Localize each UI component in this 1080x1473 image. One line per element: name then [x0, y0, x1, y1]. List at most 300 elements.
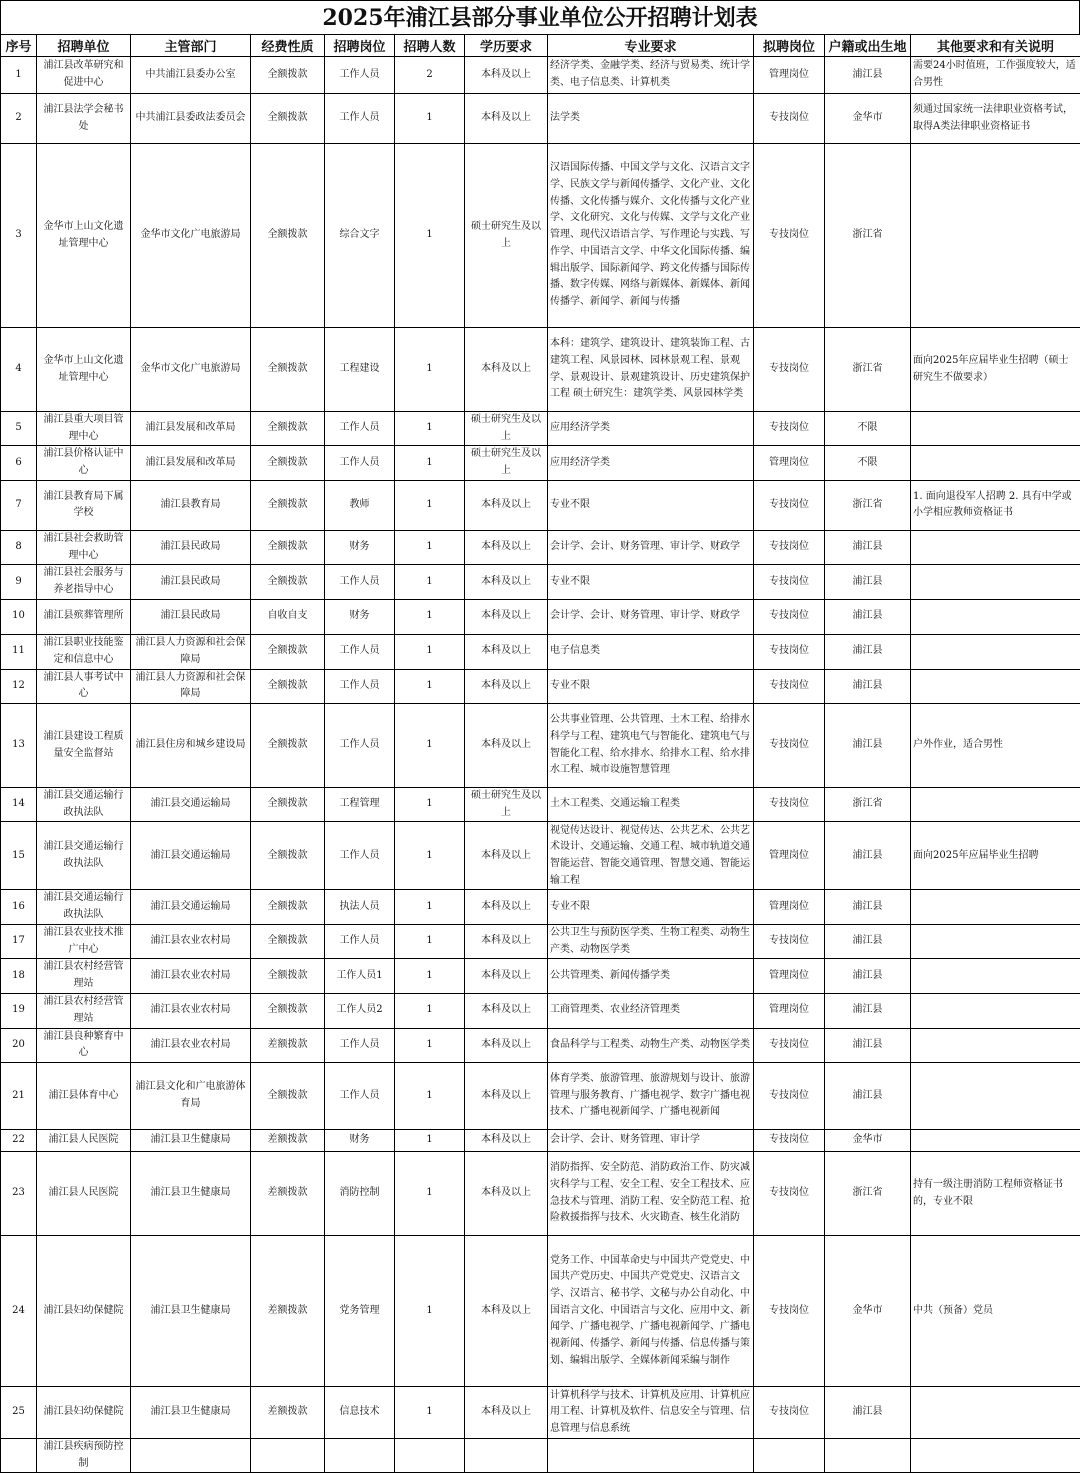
cell-fund: 全额拨款	[251, 704, 325, 788]
cell-ptype: 专技岗位	[754, 565, 825, 599]
cell-unit: 浦江县妇幼保健院	[37, 1387, 131, 1439]
cell-no	[1, 1439, 37, 1473]
cell-post: 工作人员	[325, 565, 395, 599]
cell-post: 工作人员	[325, 634, 395, 669]
cell-post: 工作人员	[325, 94, 395, 144]
recruitment-table	[0, 34, 1080, 1473]
cell-ptype: 专技岗位	[754, 480, 825, 530]
col-header-fund: 经费性质	[251, 35, 325, 57]
cell-ptype: 管理岗位	[754, 57, 825, 94]
cell-no: 10	[1, 599, 37, 634]
cell-fund: 全额拨款	[251, 993, 325, 1028]
table-header-row	[1, 35, 1080, 57]
cell-ptype: 专技岗位	[754, 634, 825, 669]
cell-origin: 浦江县	[825, 669, 911, 703]
col-header-num: 招聘人数	[395, 35, 465, 57]
cell-no: 9	[1, 565, 37, 599]
cell-ptype: 管理岗位	[754, 959, 825, 993]
cell-num: 1	[395, 328, 465, 412]
cell-edu: 本科及以上	[465, 1236, 548, 1387]
cell-major: 专业不限	[548, 890, 754, 924]
cell-no: 20	[1, 1028, 37, 1062]
cell-unit: 浦江县体育中心	[37, 1063, 131, 1130]
cell-fund: 全额拨款	[251, 634, 325, 669]
cell-no: 5	[1, 412, 37, 446]
cell-origin: 浦江县	[825, 959, 911, 993]
cell-fund: 全额拨款	[251, 924, 325, 958]
cell-no: 6	[1, 446, 37, 480]
cell-unit: 浦江县价格认证中心	[37, 446, 131, 480]
col-header-ptype: 拟聘岗位	[754, 35, 825, 57]
cell-unit: 浦江县妇幼保健院	[37, 1236, 131, 1387]
cell-fund: 全额拨款	[251, 1063, 325, 1130]
cell-dept: 浦江县农业农村局	[131, 1028, 251, 1062]
cell-dept: 浦江县卫生健康局	[131, 1130, 251, 1152]
table-row	[1, 144, 1080, 328]
table-row	[1, 822, 1080, 890]
cell-num: 1	[395, 1236, 465, 1387]
cell-post: 工作人员	[325, 1028, 395, 1062]
cell-unit: 浦江县人民医院	[37, 1130, 131, 1152]
cell-post: 消防控制	[325, 1152, 395, 1236]
cell-fund: 差额拨款	[251, 1387, 325, 1439]
cell-notes	[911, 788, 1080, 822]
cell-notes	[911, 1130, 1080, 1152]
cell-num: 1	[395, 634, 465, 669]
cell-post: 工作人员	[325, 669, 395, 703]
cell-fund: 全额拨款	[251, 565, 325, 599]
cell-edu: 硕士研究生及以上	[465, 788, 548, 822]
cell-post: 执法人员	[325, 890, 395, 924]
cell-fund: 全额拨款	[251, 94, 325, 144]
cell-ptype: 管理岗位	[754, 890, 825, 924]
table-row	[1, 1439, 1080, 1473]
cell-edu: 本科及以上	[465, 1387, 548, 1439]
cell-edu: 本科及以上	[465, 599, 548, 634]
cell-no: 24	[1, 1236, 37, 1387]
table-row	[1, 669, 1080, 703]
page-title: 2025年浦江县部分事业单位公开招聘计划表	[0, 0, 1080, 34]
cell-unit: 浦江县农业技术推广中心	[37, 924, 131, 958]
cell-dept: 浦江县民政局	[131, 530, 251, 564]
cell-no: 17	[1, 924, 37, 958]
table-row	[1, 328, 1080, 412]
cell-origin: 浙江省	[825, 788, 911, 822]
table-row	[1, 890, 1080, 924]
cell-ptype: 专技岗位	[754, 328, 825, 412]
cell-num: 1	[395, 144, 465, 328]
cell-post: 工作人员2	[325, 993, 395, 1028]
cell-major: 公共卫生与预防医学类、生物工程类、动物生产类、动物医学类	[548, 924, 754, 958]
cell-origin: 浦江县	[825, 1063, 911, 1130]
col-header-notes: 其他要求和有关说明	[911, 35, 1080, 57]
cell-notes	[911, 924, 1080, 958]
cell-unit: 浦江县农村经营管理站	[37, 993, 131, 1028]
cell-edu: 本科及以上	[465, 959, 548, 993]
cell-origin: 不限	[825, 446, 911, 480]
cell-num: 1	[395, 669, 465, 703]
table-row	[1, 1028, 1080, 1062]
cell-ptype: 专技岗位	[754, 599, 825, 634]
cell-origin: 浦江县	[825, 704, 911, 788]
cell-dept: 浦江县人力资源和社会保障局	[131, 669, 251, 703]
cell-unit: 浦江县改革研究和促进中心	[37, 57, 131, 94]
col-header-origin: 户籍或出生地	[825, 35, 911, 57]
cell-ptype: 专技岗位	[754, 924, 825, 958]
cell-major: 汉语国际传播、中国文学与文化、汉语言文字学、民族文学与新闻传播学、文化产业、文化传播、文化传播与媒介、文化传播与文化产业学、文化研究、文化与传媒、文学与文化产业管理、现代汉语语言学、写作理论与实践、写作学、中国语言文学、中华文化国际传播、编辑出版学、国际新闻学、跨文化传播与国际传播、数字传媒、网络与新媒体、新媒体、新闻传播学、新闻学、新闻与传播	[548, 144, 754, 328]
cell-fund: 全额拨款	[251, 446, 325, 480]
cell-num: 1	[395, 94, 465, 144]
cell-major: 党务工作、中国革命史与中国共产党党史、中国共产党历史、中国共产党党史、汉语言文学、汉语言、秘书学、文秘与办公自动化、中国语言文化、中国语言与文化、应用中文、新闻学、广播电视学、广播电视新闻学、广播电视新闻、传播学、新闻与传播、信息传播与策划、编辑出版学、全媒体新闻采编与制作	[548, 1236, 754, 1387]
cell-post: 工作人员	[325, 924, 395, 958]
cell-fund: 全额拨款	[251, 788, 325, 822]
cell-num: 1	[395, 704, 465, 788]
cell-major: 食品科学与工程类、动物生产类、动物医学类	[548, 1028, 754, 1062]
cell-origin: 浦江县	[825, 890, 911, 924]
cell-notes	[911, 1028, 1080, 1062]
cell-unit: 浦江县重大项目管理中心	[37, 412, 131, 446]
cell-fund: 全额拨款	[251, 890, 325, 924]
cell-origin: 浦江县	[825, 924, 911, 958]
table-row	[1, 704, 1080, 788]
cell-no: 8	[1, 530, 37, 564]
cell-edu: 本科及以上	[465, 530, 548, 564]
cell-origin: 浦江县	[825, 599, 911, 634]
cell-fund	[251, 1439, 325, 1473]
cell-edu: 本科及以上	[465, 1028, 548, 1062]
cell-post: 工作人员1	[325, 959, 395, 993]
cell-major: 消防指挥、安全防范、消防政治工作、防灾减灾科学与工程、安全工程、安全工程技术、应急技术与管理、消防工程、安全防范工程、抢险救援指挥与技术、火灾勘查、核生化消防	[548, 1152, 754, 1236]
cell-no: 13	[1, 704, 37, 788]
cell-dept: 中共浦江县委办公室	[131, 57, 251, 94]
cell-fund: 全额拨款	[251, 412, 325, 446]
cell-no: 18	[1, 959, 37, 993]
cell-edu: 本科及以上	[465, 480, 548, 530]
cell-dept: 浦江县卫生健康局	[131, 1236, 251, 1387]
cell-post: 工作人员	[325, 412, 395, 446]
cell-ptype: 专技岗位	[754, 144, 825, 328]
table-row	[1, 1063, 1080, 1130]
cell-major: 体育学类、旅游管理、旅游规划与设计、旅游管理与服务教育、广播电视学、数字广播电视技术、广播电视新闻学、广播电视新闻	[548, 1063, 754, 1130]
cell-no: 1	[1, 57, 37, 94]
col-header-post: 招聘岗位	[325, 35, 395, 57]
col-header-dept: 主管部门	[131, 35, 251, 57]
cell-edu: 本科及以上	[465, 993, 548, 1028]
cell-notes	[911, 959, 1080, 993]
cell-num: 1	[395, 788, 465, 822]
cell-ptype: 专技岗位	[754, 788, 825, 822]
cell-origin: 金华市	[825, 1236, 911, 1387]
cell-post: 财务	[325, 599, 395, 634]
cell-notes: 面向2025年应届毕业生招聘	[911, 822, 1080, 890]
cell-post: 工程建设	[325, 328, 395, 412]
cell-edu: 本科及以上	[465, 924, 548, 958]
cell-unit: 浦江县社会救助管理中心	[37, 530, 131, 564]
cell-major: 公共事业管理、公共管理、土木工程、给排水科学与工程、建筑电气与智能化、建筑电气与智能化工程、给水排水、给排水工程、给水排水工程、城市设施智慧管理	[548, 704, 754, 788]
cell-notes: 面向2025年应届毕业生招聘（硕士研究生不做要求）	[911, 328, 1080, 412]
cell-notes	[911, 1387, 1080, 1439]
cell-dept: 浦江县交通运输局	[131, 788, 251, 822]
cell-num: 1	[395, 446, 465, 480]
cell-fund: 差额拨款	[251, 1130, 325, 1152]
cell-no: 22	[1, 1130, 37, 1152]
cell-ptype	[754, 1439, 825, 1473]
cell-notes	[911, 1439, 1080, 1473]
cell-origin: 浦江县	[825, 530, 911, 564]
cell-edu: 本科及以上	[465, 57, 548, 94]
cell-unit: 浦江县良种繁育中心	[37, 1028, 131, 1062]
cell-origin: 浦江县	[825, 1028, 911, 1062]
cell-dept: 浦江县交通运输局	[131, 822, 251, 890]
cell-post: 综合文字	[325, 144, 395, 328]
cell-major: 土木工程类、交通运输工程类	[548, 788, 754, 822]
cell-unit: 浦江县人事考试中心	[37, 669, 131, 703]
cell-notes	[911, 446, 1080, 480]
cell-post: 工作人员	[325, 1063, 395, 1130]
cell-edu	[465, 1439, 548, 1473]
cell-no: 12	[1, 669, 37, 703]
cell-unit: 浦江县交通运输行政执法队	[37, 822, 131, 890]
cell-edu: 本科及以上	[465, 328, 548, 412]
cell-major: 计算机科学与技术、计算机及应用、计算机应用工程、计算机及软件、信息安全与管理、信息管理与信息系统	[548, 1387, 754, 1439]
cell-unit: 浦江县教育局下属学校	[37, 480, 131, 530]
cell-num: 1	[395, 599, 465, 634]
cell-post: 信息技术	[325, 1387, 395, 1439]
cell-dept: 浦江县卫生健康局	[131, 1152, 251, 1236]
cell-edu: 硕士研究生及以上	[465, 412, 548, 446]
cell-dept: 浦江县文化和广电旅游体育局	[131, 1063, 251, 1130]
cell-post: 财务	[325, 530, 395, 564]
cell-dept: 浦江县教育局	[131, 480, 251, 530]
cell-ptype: 专技岗位	[754, 412, 825, 446]
cell-dept: 浦江县卫生健康局	[131, 1387, 251, 1439]
cell-num: 1	[395, 993, 465, 1028]
cell-post: 党务管理	[325, 1236, 395, 1387]
cell-dept: 金华市文化广电旅游局	[131, 144, 251, 328]
cell-notes	[911, 993, 1080, 1028]
cell-dept: 中共浦江县委政法委员会	[131, 94, 251, 144]
cell-ptype: 专技岗位	[754, 669, 825, 703]
cell-fund: 全额拨款	[251, 328, 325, 412]
cell-origin: 浙江省	[825, 328, 911, 412]
cell-edu: 本科及以上	[465, 822, 548, 890]
cell-num: 1	[395, 890, 465, 924]
cell-no: 25	[1, 1387, 37, 1439]
table-row	[1, 634, 1080, 669]
cell-post: 工作人员	[325, 704, 395, 788]
col-header-no: 序号	[1, 35, 37, 57]
table-row	[1, 788, 1080, 822]
cell-notes	[911, 412, 1080, 446]
table-row	[1, 1130, 1080, 1152]
cell-num: 1	[395, 1063, 465, 1130]
cell-dept: 浦江县发展和改革局	[131, 446, 251, 480]
table-row	[1, 924, 1080, 958]
cell-major: 经济学类、金融学类、经济与贸易类、统计学类、电子信息类、计算机类	[548, 57, 754, 94]
cell-unit: 浦江县社会服务与养老指导中心	[37, 565, 131, 599]
cell-dept: 浦江县农业农村局	[131, 959, 251, 993]
cell-no: 11	[1, 634, 37, 669]
cell-no: 14	[1, 788, 37, 822]
table-row	[1, 599, 1080, 634]
cell-edu: 本科及以上	[465, 1063, 548, 1130]
cell-dept: 浦江县人力资源和社会保障局	[131, 634, 251, 669]
cell-fund: 全额拨款	[251, 480, 325, 530]
cell-notes	[911, 634, 1080, 669]
cell-major: 法学类	[548, 94, 754, 144]
cell-dept: 浦江县住房和城乡建设局	[131, 704, 251, 788]
cell-edu: 本科及以上	[465, 890, 548, 924]
cell-dept: 浦江县农业农村局	[131, 924, 251, 958]
cell-ptype: 专技岗位	[754, 530, 825, 564]
cell-post: 工作人员	[325, 446, 395, 480]
col-header-major: 专业要求	[548, 35, 754, 57]
cell-post: 教师	[325, 480, 395, 530]
cell-dept: 金华市文化广电旅游局	[131, 328, 251, 412]
cell-ptype: 专技岗位	[754, 1063, 825, 1130]
cell-no: 7	[1, 480, 37, 530]
cell-post	[325, 1439, 395, 1473]
cell-ptype: 管理岗位	[754, 446, 825, 480]
cell-major: 专业不限	[548, 669, 754, 703]
cell-edu: 本科及以上	[465, 565, 548, 599]
cell-fund: 全额拨款	[251, 669, 325, 703]
cell-edu: 本科及以上	[465, 1152, 548, 1236]
cell-notes: 需要24小时值班，工作强度较大，适合男性	[911, 57, 1080, 94]
cell-origin: 浦江县	[825, 565, 911, 599]
cell-ptype: 专技岗位	[754, 94, 825, 144]
cell-no: 23	[1, 1152, 37, 1236]
cell-edu: 本科及以上	[465, 94, 548, 144]
cell-ptype: 专技岗位	[754, 1236, 825, 1387]
cell-post: 工程管理	[325, 788, 395, 822]
cell-major: 电子信息类	[548, 634, 754, 669]
cell-num: 1	[395, 530, 465, 564]
cell-origin: 浦江县	[825, 634, 911, 669]
cell-unit: 浦江县人民医院	[37, 1152, 131, 1236]
cell-ptype: 专技岗位	[754, 704, 825, 788]
cell-dept	[131, 1439, 251, 1473]
cell-num: 2	[395, 57, 465, 94]
table-row	[1, 1236, 1080, 1387]
cell-ptype: 专技岗位	[754, 1387, 825, 1439]
cell-dept: 浦江县交通运输局	[131, 890, 251, 924]
cell-origin: 浦江县	[825, 822, 911, 890]
cell-notes	[911, 144, 1080, 328]
cell-edu: 本科及以上	[465, 704, 548, 788]
cell-notes	[911, 890, 1080, 924]
table-row	[1, 480, 1080, 530]
cell-origin	[825, 1439, 911, 1473]
cell-notes: 中共（预备）党员	[911, 1236, 1080, 1387]
cell-dept: 浦江县民政局	[131, 599, 251, 634]
table-row	[1, 1152, 1080, 1236]
cell-edu: 本科及以上	[465, 669, 548, 703]
cell-num: 1	[395, 1028, 465, 1062]
cell-unit: 浦江县交通运输行政执法队	[37, 788, 131, 822]
cell-major: 会计学、会计、财务管理、审计学、财政学	[548, 599, 754, 634]
cell-unit: 金华市上山文化遗址管理中心	[37, 144, 131, 328]
cell-num: 1	[395, 924, 465, 958]
cell-no: 21	[1, 1063, 37, 1130]
table-row	[1, 959, 1080, 993]
cell-ptype: 管理岗位	[754, 993, 825, 1028]
table-row	[1, 993, 1080, 1028]
cell-fund: 差额拨款	[251, 1028, 325, 1062]
cell-num: 1	[395, 1387, 465, 1439]
cell-no: 19	[1, 993, 37, 1028]
table-body	[1, 57, 1080, 1473]
cell-post: 工作人员	[325, 822, 395, 890]
cell-no: 2	[1, 94, 37, 144]
cell-unit: 浦江县职业技能鉴定和信息中心	[37, 634, 131, 669]
cell-no: 16	[1, 890, 37, 924]
cell-origin: 浦江县	[825, 57, 911, 94]
cell-origin: 浙江省	[825, 1152, 911, 1236]
cell-origin: 金华市	[825, 94, 911, 144]
cell-fund: 全额拨款	[251, 144, 325, 328]
cell-unit: 浦江县交通运输行政执法队	[37, 890, 131, 924]
cell-major: 专业不限	[548, 480, 754, 530]
cell-edu: 本科及以上	[465, 634, 548, 669]
table-row	[1, 94, 1080, 144]
cell-fund: 全额拨款	[251, 822, 325, 890]
cell-num: 1	[395, 1130, 465, 1152]
cell-major: 应用经济学类	[548, 412, 754, 446]
cell-fund: 全额拨款	[251, 530, 325, 564]
cell-notes: 1. 面向退役军人招聘 2. 具有中学或小学相应教师资格证书	[911, 480, 1080, 530]
cell-unit: 浦江县法学会秘书处	[37, 94, 131, 144]
cell-no: 15	[1, 822, 37, 890]
cell-num: 1	[395, 1152, 465, 1236]
cell-major: 会计学、会计、财务管理、审计学	[548, 1130, 754, 1152]
cell-major: 会计学、会计、财务管理、审计学、财政学	[548, 530, 754, 564]
cell-major: 应用经济学类	[548, 446, 754, 480]
cell-no: 4	[1, 328, 37, 412]
col-header-unit: 招聘单位	[37, 35, 131, 57]
table-row	[1, 57, 1080, 94]
cell-major	[548, 1439, 754, 1473]
cell-notes	[911, 669, 1080, 703]
cell-num: 1	[395, 959, 465, 993]
cell-origin: 不限	[825, 412, 911, 446]
cell-edu: 本科及以上	[465, 1130, 548, 1152]
cell-dept: 浦江县民政局	[131, 565, 251, 599]
cell-origin: 金华市	[825, 1130, 911, 1152]
cell-edu: 硕士研究生及以上	[465, 144, 548, 328]
cell-origin: 浙江省	[825, 144, 911, 328]
cell-post: 财务	[325, 1130, 395, 1152]
table-row	[1, 530, 1080, 564]
cell-num	[395, 1439, 465, 1473]
cell-unit: 浦江县农村经营管理站	[37, 959, 131, 993]
cell-fund: 自收自支	[251, 599, 325, 634]
cell-notes	[911, 530, 1080, 564]
cell-major: 本科：建筑学、建筑设计、建筑装饰工程、古建筑工程、风景园林、园林景观工程、景观学、景观设计、景观建筑设计、历史建筑保护工程 硕士研究生：建筑学类、风景园林学类	[548, 328, 754, 412]
cell-origin: 浙江省	[825, 480, 911, 530]
cell-fund: 全额拨款	[251, 57, 325, 94]
cell-origin: 浦江县	[825, 1387, 911, 1439]
cell-num: 1	[395, 412, 465, 446]
cell-ptype: 专技岗位	[754, 1152, 825, 1236]
cell-notes: 须通过国家统一法律职业资格考试，取得A类法律职业资格证书	[911, 94, 1080, 144]
cell-num: 1	[395, 480, 465, 530]
cell-fund: 差额拨款	[251, 1152, 325, 1236]
cell-dept: 浦江县发展和改革局	[131, 412, 251, 446]
table-row	[1, 446, 1080, 480]
cell-major: 专业不限	[548, 565, 754, 599]
cell-num: 1	[395, 565, 465, 599]
